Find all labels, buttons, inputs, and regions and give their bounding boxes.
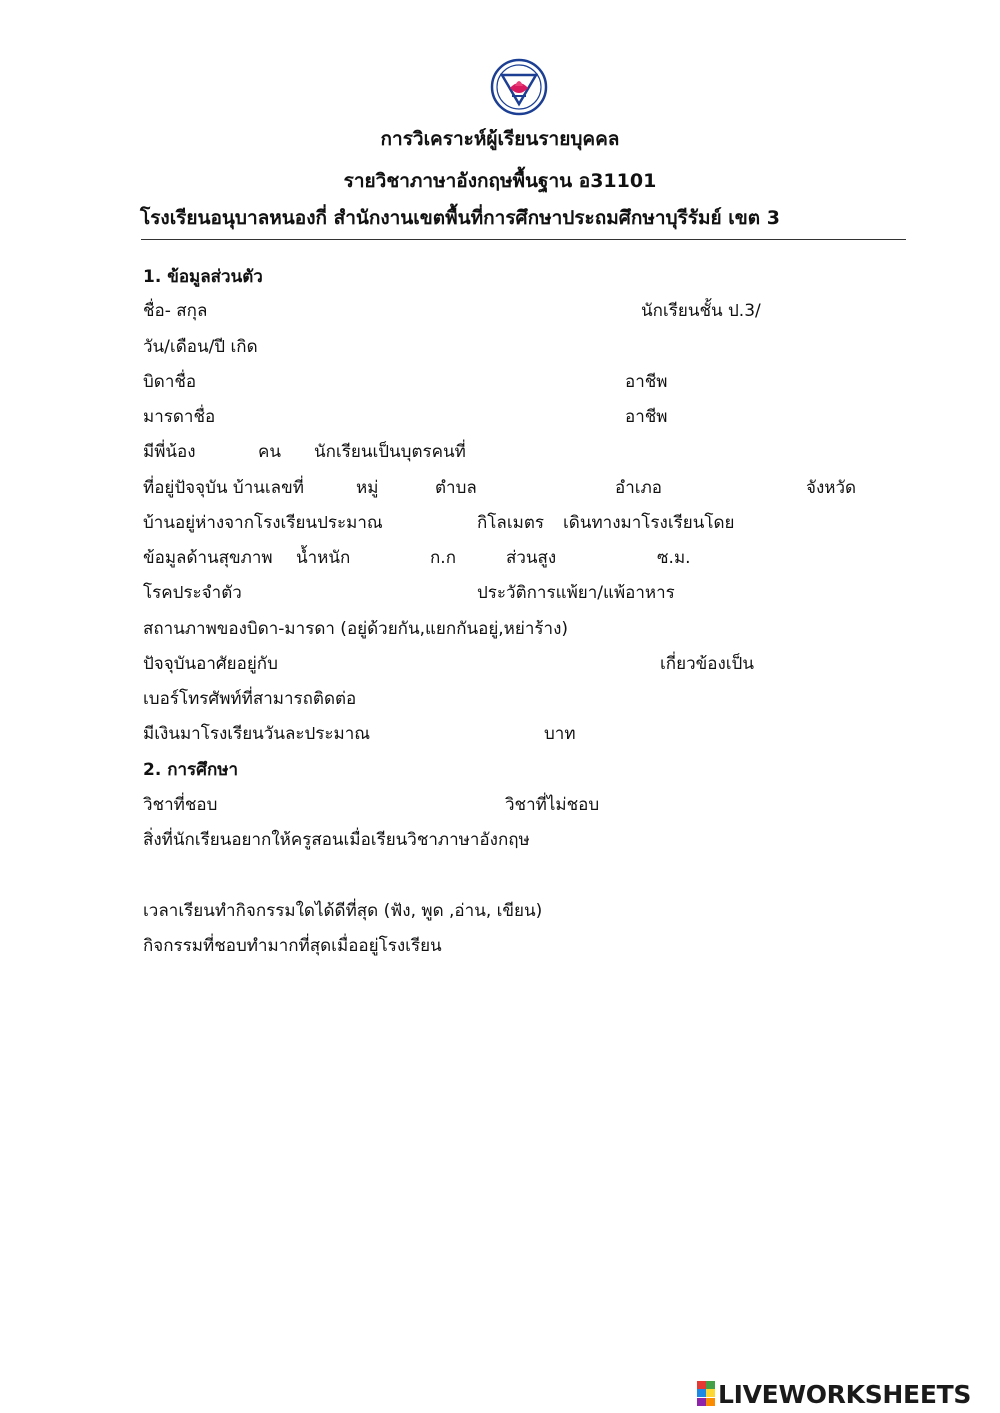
parent-status-label: สถานภาพของบิดา-มารดา (อยู่ด้วยกัน,แยกกันอยู่,หย่าร้าง) (143, 619, 568, 639)
wish-label: สิ่งที่นักเรียนอยากให้ครูสอนเมื่อเรียนวิชาภาษาอังกฤษ (143, 830, 530, 850)
class-label: นักเรียนชั้น ป.3/ (641, 301, 761, 321)
watermark-text: LIVEWORKSHEETS (718, 1379, 972, 1409)
distance-label: บ้านอยู่ห่างจากโรงเรียนประมาณ (143, 513, 383, 533)
name-label: ชื่อ- สกุล (143, 301, 208, 321)
tambon-label: ตำบล (435, 478, 477, 498)
child-order-label: นักเรียนเป็นบุตรคนที่ (314, 442, 466, 462)
school-emblem-icon (490, 58, 548, 116)
fav-activity-label: กิจกรรมที่ชอบทำมากที่สุดเมื่ออยู่โรงเรียน (143, 936, 442, 956)
liveworksheets-watermark (697, 1377, 971, 1411)
best-activity-label: เวลาเรียนทำกิจกรรมใดได้ดีที่สุด (ฟัง, พูด ,อ่าน, เขียน) (143, 901, 543, 921)
money-unit: บาท (544, 724, 576, 744)
height-unit: ซ.ม. (657, 548, 691, 568)
amphoe-label: อำเภอ (615, 478, 662, 498)
moo-label: หมู่ (356, 478, 379, 498)
section-personal-heading: 1. ข้อมูลส่วนตัว (143, 267, 263, 287)
phone-label: เบอร์โทรศัพท์ที่สามารถติดต่อ (143, 689, 357, 709)
weight-label: น้ำหนัก (296, 548, 351, 568)
father-job-label: อาชีพ (625, 372, 668, 392)
money-label: มีเงินมาโรงเรียนวันละประมาณ (143, 724, 371, 744)
disease-label: โรคประจำตัว (143, 583, 242, 603)
address-label: ที่อยู่ปัจจุบัน บ้านเลขที่ (143, 478, 304, 498)
father-label: บิดาชื่อ (143, 372, 197, 392)
birthdate-label: วัน/เดือน/ปี เกิด (143, 337, 258, 357)
living-with-label: ปัจจุบันอาศัยอยู่กับ (143, 654, 278, 674)
siblings-label: มีพี่น้อง (143, 442, 196, 462)
health-label: ข้อมูลด้านสุขภาพ (143, 548, 273, 568)
section-education-heading: 2. การศึกษา (143, 760, 239, 780)
allergy-label: ประวัติการแพ้ยา/แพ้อาหาร (477, 583, 675, 603)
relation-label: เกี่ยวข้องเป็น (660, 654, 754, 674)
siblings-unit: คน (258, 442, 281, 462)
school-subtitle: โรงเรียนอนุบาลหนองกี่ สำนักงานเขตพื้นที่การศึกษาประถมศึกษาบุรีรัมย์ เขต 3 (140, 207, 780, 229)
liveworksheets-logo-icon (697, 1381, 715, 1407)
header-divider (141, 239, 906, 240)
mother-job-label: อาชีพ (625, 407, 668, 427)
dislike-subject-label: วิชาที่ไม่ชอบ (505, 795, 600, 815)
mother-label: มารดาชื่อ (143, 407, 216, 427)
height-label: ส่วนสูง (506, 548, 557, 568)
weight-unit: ก.ก (430, 548, 456, 568)
travel-label: เดินทางมาโรงเรียนโดย (563, 513, 735, 533)
distance-unit: กิโลเมตร (477, 513, 545, 533)
page-title: การวิเคราะห์ผู้เรียนรายบุคคล (380, 128, 620, 150)
like-subject-label: วิชาที่ชอบ (143, 795, 218, 815)
course-subtitle: รายวิชาภาษาอังกฤษพื้นฐาน อ31101 (343, 170, 657, 192)
province-label: จังหวัด (806, 478, 857, 498)
